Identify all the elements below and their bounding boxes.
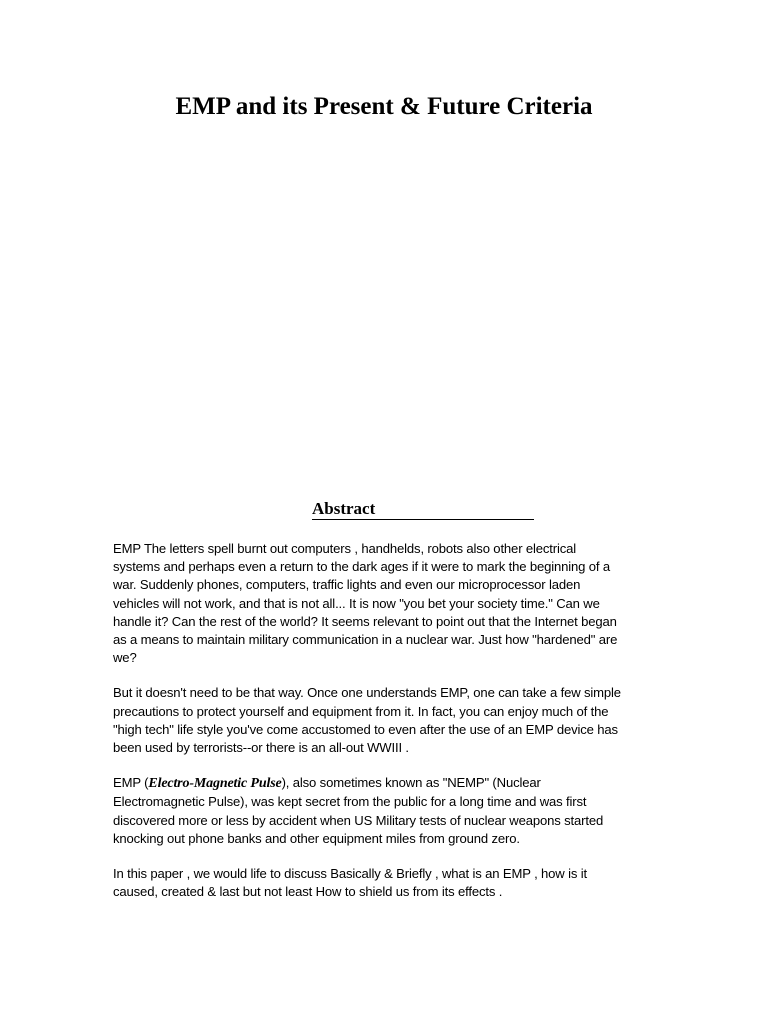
text-line: as a means to maintain military communication in a nuclear war. Just how "hardened" are xyxy=(113,632,618,648)
text-line: systems and perhaps even a return to the dark ages if it were to mark the beginning of a xyxy=(113,559,611,575)
text-fragment: EMP ( xyxy=(113,775,149,791)
text-line: we? xyxy=(113,650,137,666)
text-line: knocking out phone banks and other equipment miles from ground zero. xyxy=(113,830,520,846)
text-line: EMP The letters spell burnt out computers , handhelds, robots also other electrical xyxy=(113,541,577,556)
paragraph-scope xyxy=(113,865,658,901)
text-line: But it doesn't need to be that way. Once one understands EMP, one can take a few simple xyxy=(113,685,621,701)
emp-full-name: Electro-Magnetic Pulse xyxy=(148,776,282,792)
text-line: precautions to protect yourself and equipment from it. In fact, you can enjoy much of the xyxy=(113,703,609,719)
text-fragment: ), also sometimes known as "NEMP" (Nuclear xyxy=(281,775,541,791)
paragraph-precautions xyxy=(113,684,658,757)
text-line: handle it? Can the rest of the world? It seems relevant to point out that the Internet began xyxy=(113,613,617,629)
text-line: discovered more or less by accident when US Military tests of nuclear weapons started xyxy=(113,812,604,828)
paragraph-intro xyxy=(113,540,658,667)
text-line: "high tech" life style you've come accustomed to even after the use of an EMP device has xyxy=(113,721,618,737)
text-line: been used by terrorists--or there is an all-out WWIII . xyxy=(113,740,409,756)
paragraph-definition xyxy=(113,774,658,848)
text-line: caused, created & last but not least How to shield us from its effects . xyxy=(113,884,503,900)
text-line xyxy=(113,774,658,793)
text-line: war. Suddenly phones, computers, traffic lights and even our microprocessor laden xyxy=(113,577,581,593)
abstract-body xyxy=(113,540,658,918)
text-line: vehicles will not work, and that is not all... It is now "you bet your society time." Can we xyxy=(113,595,600,611)
abstract-heading: Abstract xyxy=(312,499,534,520)
text-line: In this paper , we would life to discuss Basically & Briefly , what is an EMP , how is it xyxy=(113,866,587,882)
document-title: EMP and its Present & Future Criteria xyxy=(175,93,593,120)
text-line: Electromagnetic Pulse), was kept secret from the public for a long time and was first xyxy=(113,794,587,810)
